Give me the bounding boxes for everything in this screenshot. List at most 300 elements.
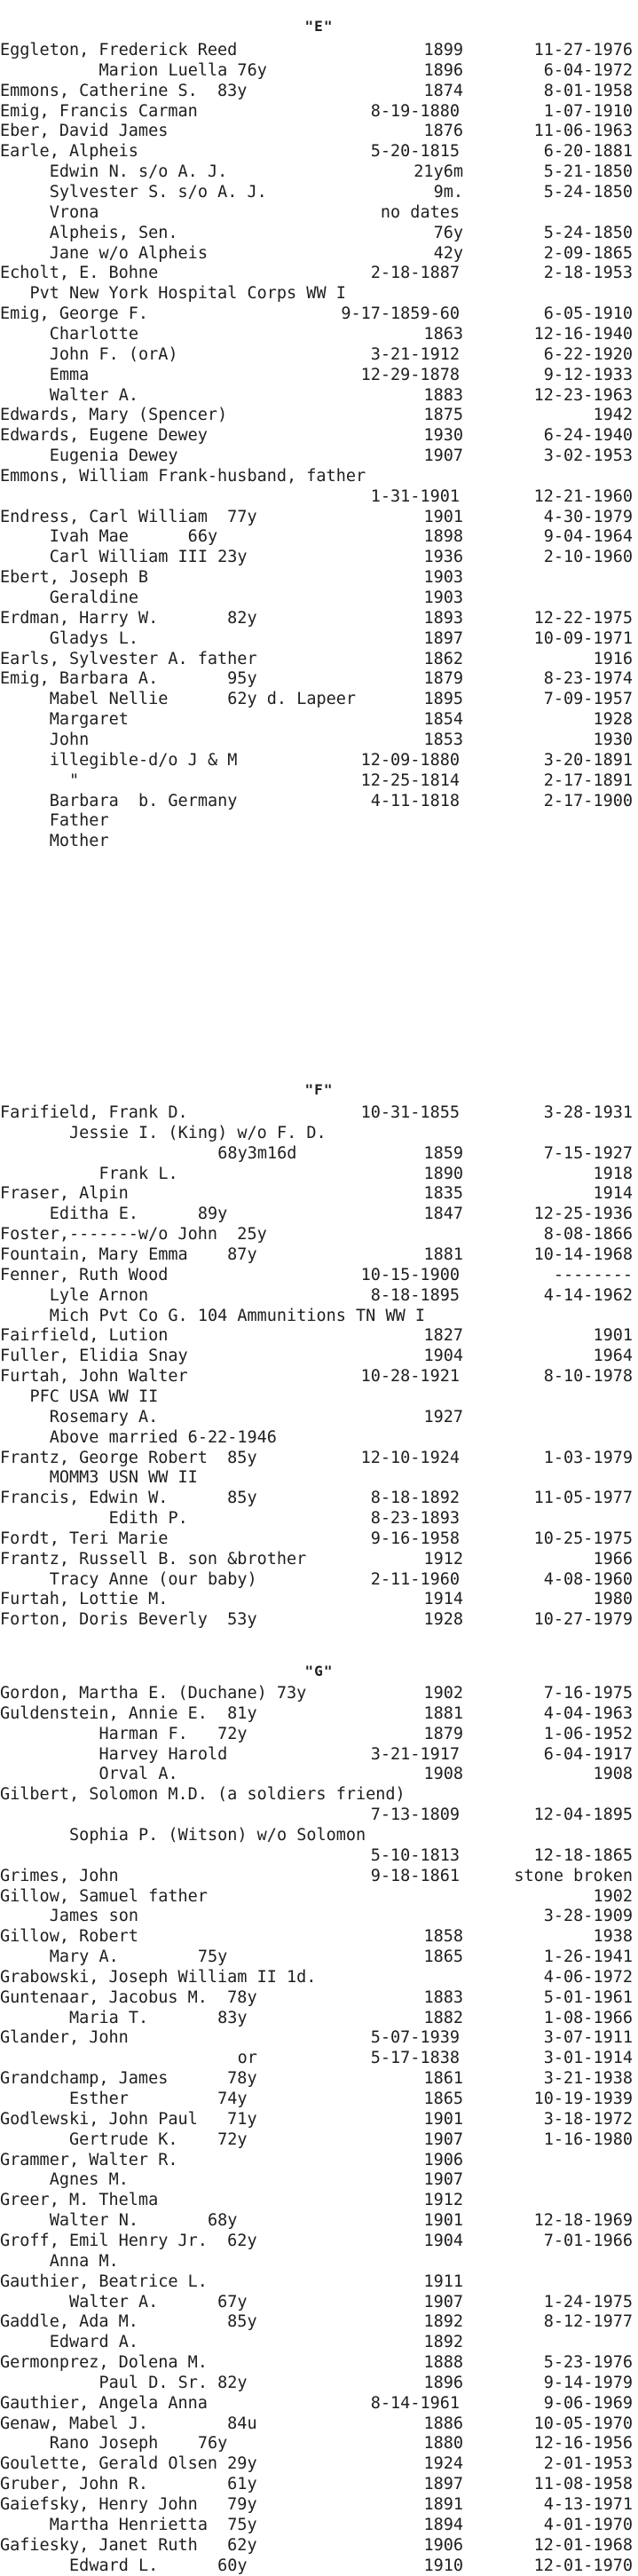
entry-death-date: 6-05-1910 — [543, 304, 633, 324]
entry-birth-date: 9m. — [433, 183, 463, 201]
entry-row — [0, 405, 633, 425]
entry-death-date: 1914 — [593, 1184, 633, 1204]
entry-birth-date: 1874 — [423, 81, 463, 100]
entry-death-date: 12-18-1865 — [533, 1845, 633, 1865]
entry-name: Fordt, Teri Marie — [0, 1529, 169, 1548]
entry-death-date: 10-14-1968 — [533, 1245, 633, 1264]
entry-death-date: 1901 — [593, 1326, 633, 1346]
entry-birth-date: 8-18-1895 — [370, 1285, 460, 1305]
entry-name: Gruber, John R. 61y — [0, 2475, 257, 2494]
entry-row — [0, 1245, 633, 1265]
entry-name: Fuller, Elidia Snay — [0, 1347, 188, 1366]
entry-birth-date: 42y — [433, 243, 463, 263]
entry-death-date: 1942 — [593, 406, 633, 425]
entry-name: Fenner, Ruth Wood — [0, 1265, 169, 1284]
entry-name: Forton, Doris Beverly 53y — [0, 1610, 257, 1630]
entry-death-date: 2-18-1953 — [543, 264, 633, 283]
entry-death-date: 2-17-1891 — [543, 770, 633, 790]
entry-row — [0, 1387, 633, 1407]
entry-name: John — [49, 730, 90, 749]
entry-row — [0, 425, 633, 446]
entry-birth-date: 1858 — [423, 1927, 463, 1947]
entry-row — [0, 628, 633, 649]
entry-death-date: 12-23-1963 — [533, 385, 633, 405]
entry-death-date: 9-06-1969 — [543, 2393, 633, 2413]
entry-birth-date: 1853 — [423, 730, 463, 749]
entry-row — [0, 486, 633, 507]
entry-row — [0, 1906, 633, 1926]
entry-name: Margaret — [49, 710, 129, 730]
entry-death-date: 6-04-1972 — [543, 60, 633, 80]
entry-row — [0, 2231, 633, 2251]
entry-row — [0, 324, 633, 344]
entry-row — [0, 1265, 633, 1285]
entry-birth-date: 1924 — [423, 2454, 463, 2474]
entry-name: Grandchamp, James 78y — [0, 2069, 257, 2089]
entry-death-date: 3-01-1914 — [543, 2049, 633, 2068]
entry-death-date: 12-16-1940 — [533, 324, 633, 344]
entry-death-date: 7-15-1927 — [543, 1143, 633, 1163]
entry-row — [0, 1102, 633, 1123]
entry-death-date: 9-04-1964 — [543, 527, 633, 547]
entry-name: Paul D. Sr. 82y — [98, 2373, 248, 2392]
entry-death-date: 1938 — [593, 1927, 633, 1947]
entry-name: Jessie I. (King) w/o F. D. — [69, 1123, 327, 1142]
entry-death-date: 8-12-1977 — [543, 2312, 633, 2332]
entry-birth-date: 1882 — [423, 2008, 463, 2027]
entry-row — [0, 1448, 633, 1468]
entry-name: Gaiefsky, Henry John 79y — [0, 2495, 257, 2514]
entry-row — [0, 750, 633, 770]
entry-row — [0, 162, 633, 182]
entry-name: Groff, Emil Henry Jr. 62y — [0, 2231, 257, 2250]
entry-row — [0, 2433, 633, 2454]
entry-row — [0, 831, 633, 851]
entry-death-date: 10-19-1939 — [533, 2090, 633, 2108]
entry-name: Erdman, Harry W. 82y — [0, 608, 257, 628]
entry-death-date: 8-23-1974 — [543, 669, 633, 689]
entry-row — [0, 1508, 633, 1529]
entry-row — [0, 547, 633, 567]
entry-name: Gertrude K. 72y — [69, 2130, 248, 2149]
entry-birth-date: 1861 — [423, 2069, 463, 2089]
entry-death-date: 2-09-1865 — [543, 243, 633, 263]
entry-birth-date: 5-17-1838 — [370, 2049, 460, 2068]
entry-death-date: 1964 — [593, 1347, 633, 1366]
entry-row — [0, 791, 633, 811]
entry-death-date: 7-01-1966 — [543, 2231, 633, 2250]
entry-birth-date: 8-14-1961 — [370, 2393, 460, 2413]
entry-row — [0, 2556, 633, 2576]
entry-birth-date: 1888 — [423, 2353, 463, 2373]
entry-row — [0, 223, 633, 243]
entry-row — [0, 1866, 633, 1886]
entry-birth-date: 1827 — [423, 1326, 463, 1346]
entry-death-date: 3-18-1972 — [543, 2109, 633, 2129]
entry-birth-date: 1892 — [423, 2333, 463, 2352]
entry-birth-date: 1898 — [423, 527, 463, 547]
entry-birth-date: 1892 — [423, 2312, 463, 2332]
entry-row — [0, 1886, 633, 1907]
entry-name: Maria T. 83y — [69, 2008, 248, 2027]
entry-birth-date: 1879 — [423, 669, 463, 689]
entry-name: Mich Pvt Co G. 104 Ammunitions TN WW I — [49, 1306, 425, 1325]
entry-name: Pvt New York Hospital Corps WW I — [29, 284, 346, 304]
entry-name: Gafiesky, Janet Ruth 62y — [0, 2535, 257, 2555]
entry-birth-date: 12-09-1880 — [360, 750, 460, 770]
entry-name: Furtah, John Walter — [0, 1367, 188, 1386]
entry-death-date: 4-06-1972 — [543, 1967, 633, 1987]
entry-row — [0, 2272, 633, 2292]
entry-row — [0, 1164, 633, 1184]
entry-death-date: 5-24-1850 — [543, 183, 633, 201]
entry-birth-date: 1901 — [423, 2109, 463, 2129]
entry-row — [0, 1183, 633, 1204]
entry-death-date: 1-08-1966 — [543, 2008, 633, 2027]
entry-birth-date: 3-21-1917 — [370, 1744, 460, 1764]
entry-row — [0, 2311, 633, 2332]
entry-birth-date: 1936 — [423, 548, 463, 567]
entry-name: Farifield, Frank D. — [0, 1103, 188, 1122]
entry-name: PFC USA WW II — [29, 1387, 159, 1406]
entry-death-date: 7-16-1975 — [543, 1684, 633, 1703]
entry-name: Marion Luella 76y — [98, 60, 267, 80]
entry-row — [0, 243, 633, 264]
entry-death-date: 12-16-1956 — [533, 2434, 633, 2454]
entry-name: Godlewski, John Paul 71y — [0, 2109, 257, 2129]
entry-name: Eggleton, Frederick Reed — [0, 41, 238, 59]
entry-name: James son — [49, 1907, 138, 1926]
entry-name: Edwards, Eugene Dewey — [0, 426, 208, 446]
entry-name: Father — [49, 811, 109, 831]
entry-name: Gauthier, Beatrice L. — [0, 2272, 208, 2291]
entry-birth-date: 21y6m — [414, 162, 463, 182]
entry-birth-date: 1907 — [423, 2170, 463, 2190]
entry-birth-date: 1863 — [423, 324, 463, 344]
entry-birth-date: 1875 — [423, 406, 463, 425]
entry-name: Gordon, Martha E. (Duchane) 73y — [0, 1684, 307, 1703]
entry-name: Mother — [49, 832, 109, 851]
entry-death-date: 12-21-1960 — [533, 486, 633, 506]
entry-row — [0, 1529, 633, 1549]
entry-name: Germonprez, Dolena M. — [0, 2353, 208, 2373]
entry-row — [0, 1987, 633, 2008]
entry-birth-date: 9-17-1859-60 — [341, 304, 460, 324]
entry-name: Barbara b. Germany — [49, 791, 238, 810]
entry-name: Edwin N. s/o A. J. — [49, 162, 228, 182]
entry-row — [0, 649, 633, 669]
entry-name: Gauthier, Angela Anna — [0, 2393, 208, 2413]
entry-birth-date: 8-19-1880 — [370, 101, 460, 121]
entry-row — [0, 1346, 633, 1366]
entry-row — [0, 1845, 633, 1866]
entry-death-date: 2-10-1960 — [543, 548, 633, 567]
entry-row — [0, 1204, 633, 1224]
entry-birth-date: 1859 — [423, 1143, 463, 1163]
entry-death-date: 10-05-1970 — [533, 2414, 633, 2433]
entry-birth-date: 4-11-1818 — [370, 791, 460, 810]
entry-row — [0, 2332, 633, 2352]
entry-birth-date: 3-21-1912 — [370, 344, 460, 364]
entry-death-date: 1-24-1975 — [543, 2292, 633, 2311]
entry-birth-date: 5-07-1939 — [370, 2028, 460, 2048]
entry-name: Harman F. 72y — [98, 1724, 248, 1743]
entry-birth-date: 1928 — [423, 1610, 463, 1630]
entry-death-date: 10-25-1975 — [533, 1529, 633, 1548]
entry-row — [0, 263, 633, 283]
entry-birth-date: 1901 — [423, 2211, 463, 2231]
entry-birth-date: 76y — [433, 223, 463, 242]
entry-row — [0, 81, 633, 101]
entry-row — [0, 1427, 633, 1448]
entry-birth-date: 1890 — [423, 1164, 463, 1183]
entry-death-date: -------- — [553, 1265, 633, 1284]
entry-death-date: 4-01-1970 — [543, 2515, 633, 2534]
entry-row — [0, 2352, 633, 2373]
entry-name: Rosemary A. — [49, 1407, 159, 1426]
entry-death-date: 2-17-1900 — [543, 791, 633, 810]
entry-row — [0, 1123, 633, 1143]
entry-row — [0, 344, 633, 365]
entry-birth-date: 1912 — [423, 2191, 463, 2210]
entry-row — [0, 2027, 633, 2048]
entry-birth-date: 1930 — [423, 426, 463, 446]
entry-row — [0, 1926, 633, 1947]
entry-row — [0, 1784, 633, 1805]
entry-birth-date: 1912 — [423, 1549, 463, 1569]
entry-name: Walter A. — [49, 385, 138, 405]
entry-name: Above married 6-22-1946 — [49, 1427, 277, 1447]
entry-row — [0, 182, 633, 202]
entry-row — [0, 365, 633, 385]
entry-death-date: 1966 — [593, 1549, 633, 1569]
entry-row — [0, 1306, 633, 1326]
entry-death-date: 1930 — [593, 730, 633, 749]
entry-row — [0, 101, 633, 122]
entry-row — [0, 2169, 633, 2190]
entry-name: Guldenstein, Annie E. 81y — [0, 1703, 257, 1723]
entry-row — [0, 770, 633, 791]
entry-row — [0, 1488, 633, 1508]
entry-death-date: 8-08-1866 — [543, 1225, 633, 1245]
entry-row — [0, 466, 633, 486]
entry-name: Frank L. — [98, 1164, 178, 1183]
entry-death-date: 6-20-1881 — [543, 142, 633, 162]
entry-death-date: 3-02-1953 — [543, 446, 633, 465]
entry-death-date: 9-14-1979 — [543, 2373, 633, 2392]
entry-name: Endress, Carl William 77y — [0, 507, 257, 526]
entry-name: Emmons, Catherine S. 83y — [0, 81, 248, 100]
entry-death-date: 1-03-1979 — [543, 1448, 633, 1467]
entry-row — [0, 1805, 633, 1825]
entry-name: Harvey Harold — [98, 1744, 228, 1764]
entry-death-date: 10-27-1979 — [533, 1610, 633, 1630]
entry-name: Earle, Alpheis — [0, 142, 138, 162]
entry-row — [0, 1825, 633, 1845]
entry-death-date: 12-04-1895 — [533, 1806, 633, 1825]
entry-death-date: 1-07-1910 — [543, 101, 633, 121]
entry-birth-date: 1903 — [423, 568, 463, 588]
entry-birth-date: 1914 — [423, 1590, 463, 1609]
entry-birth-date: 1910 — [423, 2556, 463, 2575]
entry-death-date: 4-13-1971 — [543, 2495, 633, 2514]
entry-row — [0, 2008, 633, 2028]
entry-death-date: 12-18-1969 — [533, 2211, 633, 2231]
entry-death-date: 4-30-1979 — [543, 507, 633, 526]
entry-row — [0, 2150, 633, 2170]
entry-birth-date: 1897 — [423, 2475, 463, 2494]
entry-birth-date: 1908 — [423, 1765, 463, 1784]
entry-name: Francis, Edwin W. 85y — [0, 1489, 257, 1508]
entry-birth-date: 1907 — [423, 446, 463, 465]
entry-row — [0, 1609, 633, 1630]
entry-birth-date: 10-31-1855 — [360, 1103, 460, 1122]
entry-birth-date: 1881 — [423, 1245, 463, 1264]
entry-birth-date: 1886 — [423, 2414, 463, 2433]
entry-birth-date: 7-13-1809 — [370, 1806, 460, 1825]
entry-row — [0, 810, 633, 831]
entry-name: Goulette, Gerald Olsen 29y — [0, 2454, 257, 2474]
entry-death-date: 3-20-1891 — [543, 750, 633, 770]
entry-name: Sylvester S. s/o A. J. — [49, 183, 267, 201]
entry-death-date: 3-28-1931 — [543, 1103, 633, 1122]
entry-death-date: 1-16-1980 — [543, 2130, 633, 2149]
entry-row — [0, 2494, 633, 2515]
entry-birth-date: 1854 — [423, 710, 463, 730]
entry-death-date: 9-12-1933 — [543, 365, 633, 384]
entry-row — [0, 202, 633, 223]
entry-name: Tracy Anne (our baby) — [49, 1569, 257, 1589]
entry-row — [0, 730, 633, 750]
entry-birth-date: 1896 — [423, 60, 463, 80]
entry-name: Gillow, Samuel father — [0, 1886, 208, 1906]
entry-name: Sophia P. (Witson) w/o Solomon — [69, 1825, 366, 1845]
entry-death-date: 12-25-1936 — [533, 1205, 633, 1224]
entry-death-date: 12-01-1970 — [533, 2556, 633, 2575]
entry-birth-date: 1927 — [423, 1407, 463, 1426]
entry-row — [0, 689, 633, 709]
entry-birth-date: 1911 — [423, 2272, 463, 2291]
entry-name: Lyle Arnon — [49, 1285, 149, 1305]
entry-name: Walter A. 67y — [69, 2292, 248, 2311]
entry-row — [0, 668, 633, 689]
entry-death-date: 12-01-1968 — [533, 2535, 633, 2555]
entry-name: Glander, John — [0, 2028, 129, 2048]
entry-name: Walter N. 68y — [49, 2211, 238, 2231]
entry-birth-date: 1879 — [423, 1724, 463, 1743]
entry-row — [0, 60, 633, 81]
entry-row — [0, 1589, 633, 1609]
entry-row — [0, 2048, 633, 2068]
entry-birth-date: 1865 — [423, 1948, 463, 1967]
entry-row — [0, 2068, 633, 2089]
entry-birth-date: 5-10-1813 — [370, 1845, 460, 1865]
entry-name: illegible-d/o J & M — [49, 750, 238, 770]
entry-name: Grimes, John — [0, 1866, 119, 1885]
entry-birth-date: 1904 — [423, 2231, 463, 2250]
entry-death-date: 1916 — [593, 649, 633, 668]
entry-row — [0, 2474, 633, 2494]
entry-death-date: 11-08-1958 — [533, 2475, 633, 2494]
entry-birth-date: 5-20-1815 — [370, 142, 460, 162]
entry-row — [0, 446, 633, 466]
entry-name: Frantz, George Robert 85y — [0, 1448, 257, 1467]
entry-row — [0, 283, 633, 304]
entry-row — [0, 1703, 633, 1724]
entry-birth-date: 1902 — [423, 1684, 463, 1703]
entry-name: Edwards, Mary (Spencer) — [0, 406, 228, 425]
entry-birth-date: 1847 — [423, 1205, 463, 1224]
entry-name: Agnes M. — [49, 2170, 129, 2190]
entry-name: Gillow, Robert — [0, 1927, 138, 1947]
entry-name: Furtah, Lottie M. — [0, 1590, 169, 1609]
entry-name: Eugenia Dewey — [49, 446, 178, 465]
entry-row — [0, 709, 633, 730]
entry-death-date: 5-01-1961 — [543, 1987, 633, 2007]
entry-birth-date: 1835 — [423, 1184, 463, 1204]
entry-row — [0, 2089, 633, 2109]
entry-name: Vrona — [49, 202, 99, 222]
entry-birth-date: 1-31-1901 — [370, 486, 460, 506]
entry-birth-date: 2-11-1960 — [370, 1569, 460, 1589]
entry-row — [0, 2251, 633, 2272]
entry-name: Emig, Francis Carman — [0, 101, 198, 121]
entry-birth-date: 1907 — [423, 2292, 463, 2311]
entry-name: 68y3m16d — [217, 1143, 297, 1163]
entry-row — [0, 1724, 633, 1744]
entry-name: Alpheis, Sen. — [49, 223, 178, 242]
entry-birth-date: 1894 — [423, 2515, 463, 2534]
entry-name: Foster,-------w/o John 25y — [0, 1225, 267, 1245]
entry-death-date: 11-06-1963 — [533, 122, 633, 141]
entry-birth-date: 1896 — [423, 2373, 463, 2392]
entry-row — [0, 40, 633, 60]
entry-row — [0, 2210, 633, 2231]
entry-name: or — [237, 2049, 257, 2068]
entry-row — [0, 507, 633, 527]
section-header: "E" — [304, 18, 334, 35]
entry-death-date: 3-21-1938 — [543, 2069, 633, 2089]
entry-row — [0, 1407, 633, 1427]
entry-name: Grabowski, Joseph William II 1d. — [0, 1967, 317, 1987]
entry-name: Eber, David James — [0, 122, 169, 141]
entry-birth-date: 10-28-1921 — [360, 1367, 460, 1386]
entry-death-date: 6-04-1917 — [543, 1744, 633, 1764]
entry-birth-date: 1903 — [423, 589, 463, 607]
entry-birth-date: 8-18-1892 — [370, 1489, 460, 1508]
entry-death-date: 4-08-1960 — [543, 1569, 633, 1589]
entry-name: Emmons, William Frank-husband, father — [0, 466, 366, 486]
entry-row — [0, 1764, 633, 1784]
entry-birth-date: 1897 — [423, 628, 463, 648]
entry-birth-date: 12-10-1924 — [360, 1448, 460, 1467]
entry-birth-date: 1883 — [423, 385, 463, 405]
entry-birth-date: 1906 — [423, 2150, 463, 2169]
entry-birth-date: 8-23-1893 — [370, 1509, 460, 1528]
entry-name: Geraldine — [49, 589, 138, 607]
entry-death-date: 5-24-1850 — [543, 223, 633, 242]
entry-birth-date: 12-25-1814 — [360, 770, 460, 790]
entry-death-date: 4-04-1963 — [543, 1703, 633, 1723]
entry-birth-date: 1901 — [423, 507, 463, 526]
entry-name: John F. (orA) — [49, 344, 178, 364]
entry-row — [0, 2393, 633, 2414]
entry-birth-date: 9-16-1958 — [370, 1529, 460, 1548]
entry-death-date: 4-14-1962 — [543, 1285, 633, 1305]
entry-row — [0, 141, 633, 162]
entry-name: Earls, Sylvester A. father — [0, 649, 257, 668]
entry-birth-date: 1876 — [423, 122, 463, 141]
